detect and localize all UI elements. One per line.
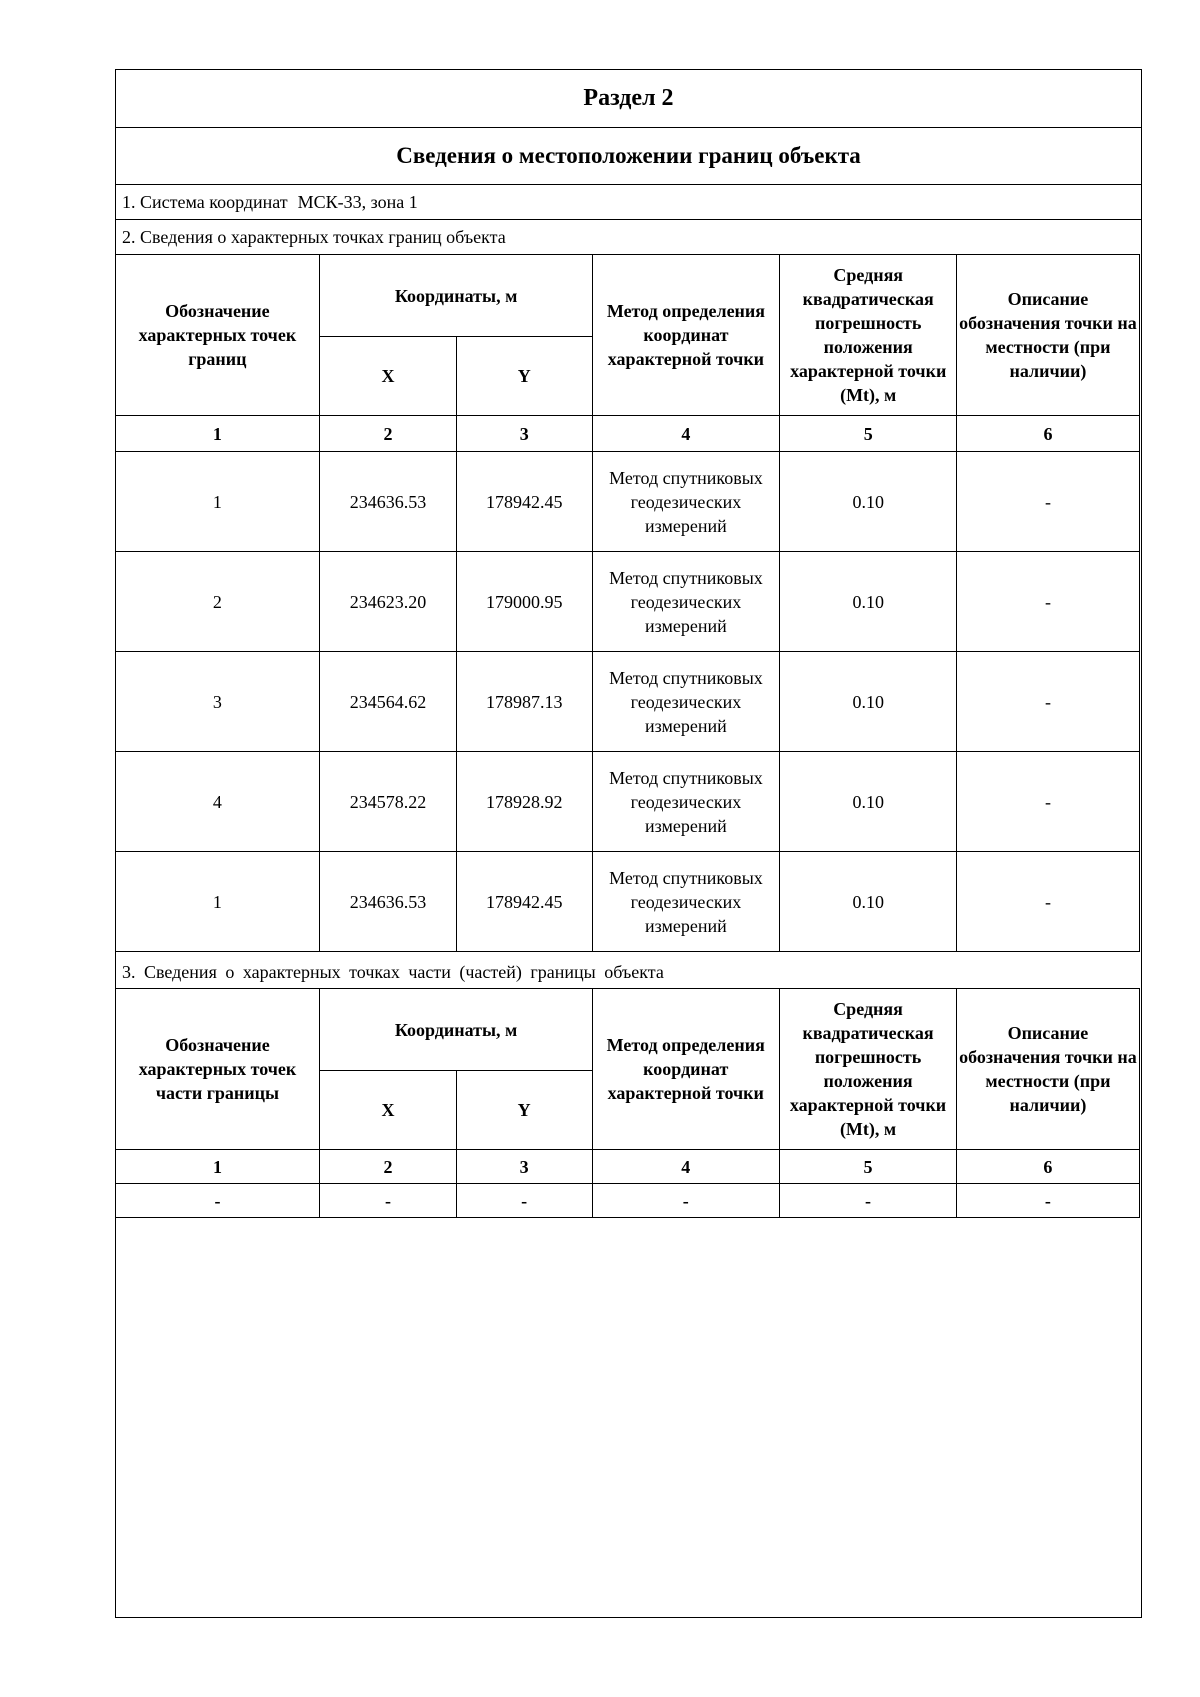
column-number: 3 xyxy=(456,1150,592,1184)
document-frame xyxy=(115,69,1142,1618)
header-x: X xyxy=(320,1071,456,1150)
point-method: Метод спутниковых геодезических измерений xyxy=(592,452,779,552)
header-description: Описание обозначения точки на местности (при наличии) xyxy=(957,255,1139,416)
point-error: 0.10 xyxy=(779,752,956,852)
coordinate-system-value: МСК-33, зона 1 xyxy=(297,191,418,212)
point-y: 178987.13 xyxy=(456,652,592,752)
part-point-error: - xyxy=(779,1184,957,1218)
point-y: 178942.45 xyxy=(456,852,592,952)
header-coordinates: Координаты, м xyxy=(320,255,593,337)
column-number: 2 xyxy=(320,416,456,452)
header-y: Y xyxy=(456,337,592,416)
table-row xyxy=(115,852,1139,952)
point-error: 0.10 xyxy=(779,852,956,952)
column-number: 4 xyxy=(592,1150,779,1184)
point-error: 0.10 xyxy=(779,452,956,552)
point-y: 178942.45 xyxy=(456,452,592,552)
point-description: - xyxy=(957,652,1139,752)
point-method: Метод спутниковых геодезических измерений xyxy=(592,552,779,652)
header-description: Описание обозначения точки на местности (при наличии) xyxy=(957,989,1139,1150)
column-number: 1 xyxy=(115,416,320,452)
column-number: 1 xyxy=(115,1150,320,1184)
part-points-caption: 3. Сведения о характерных точках части (частей) границы объекта xyxy=(122,961,664,982)
table-row xyxy=(115,552,1139,652)
table-row xyxy=(115,452,1139,552)
column-number: 6 xyxy=(957,416,1139,452)
header-x: X xyxy=(320,337,456,416)
point-description: - xyxy=(957,552,1139,652)
point-y: 178928.92 xyxy=(456,752,592,852)
point-x: 234636.53 xyxy=(320,852,456,952)
section-title: Раздел 2 xyxy=(116,70,1141,128)
column-number: 2 xyxy=(320,1150,456,1184)
point-error: 0.10 xyxy=(779,652,956,752)
table-row xyxy=(115,1184,1139,1218)
column-number: 3 xyxy=(456,416,592,452)
point-id: 2 xyxy=(115,552,320,652)
part-point-description: - xyxy=(957,1184,1139,1218)
column-number: 6 xyxy=(957,1150,1139,1184)
header-designation: Обозначение характерных точек границ xyxy=(115,255,320,416)
point-method: Метод спутниковых геодезических измерений xyxy=(592,752,779,852)
header-error: Средняя квадратическая погрешность положения характерной точки (Mt), м xyxy=(779,255,956,416)
point-id: 1 xyxy=(115,452,320,552)
column-number: 5 xyxy=(779,416,956,452)
point-x: 234636.53 xyxy=(320,452,456,552)
header-coordinates: Координаты, м xyxy=(320,989,592,1071)
point-method: Метод спутниковых геодезических измерений xyxy=(592,852,779,952)
point-y: 179000.95 xyxy=(456,552,592,652)
table-row xyxy=(115,652,1139,752)
point-x: 234564.62 xyxy=(320,652,456,752)
point-error: 0.10 xyxy=(779,552,956,652)
part-point-method: - xyxy=(592,1184,779,1218)
column-number: 4 xyxy=(592,416,779,452)
part-point-x: - xyxy=(320,1184,456,1218)
column-number: 5 xyxy=(779,1150,957,1184)
header-y: Y xyxy=(456,1071,592,1150)
part-point-id: - xyxy=(115,1184,320,1218)
header-designation: Обозначение характерных точек части границы xyxy=(115,989,320,1150)
point-description: - xyxy=(957,852,1139,952)
boundary-points-caption: 2. Сведения о характерных точках границ объекта xyxy=(122,226,506,247)
coordinate-system-row xyxy=(116,185,1141,220)
point-id: 1 xyxy=(115,852,320,952)
point-method: Метод спутниковых геодезических измерений xyxy=(592,652,779,752)
point-id: 4 xyxy=(115,752,320,852)
point-x: 234623.20 xyxy=(320,552,456,652)
boundary-points-table xyxy=(115,254,1140,952)
header-method: Метод определения координат характерной точки xyxy=(592,255,779,416)
point-id: 3 xyxy=(115,652,320,752)
point-x: 234578.22 xyxy=(320,752,456,852)
part-points-table xyxy=(115,988,1140,1218)
part-point-y: - xyxy=(456,1184,592,1218)
point-description: - xyxy=(957,452,1139,552)
coordinate-system-label: 1. Система координат xyxy=(122,191,288,212)
section-subtitle: Сведения о местоположении границ объекта xyxy=(116,128,1141,185)
header-error: Средняя квадратическая погрешность положения характерной точки (Mt), м xyxy=(779,989,957,1150)
point-description: - xyxy=(957,752,1139,852)
table-row xyxy=(115,752,1139,852)
header-method: Метод определения координат характерной точки xyxy=(592,989,779,1150)
